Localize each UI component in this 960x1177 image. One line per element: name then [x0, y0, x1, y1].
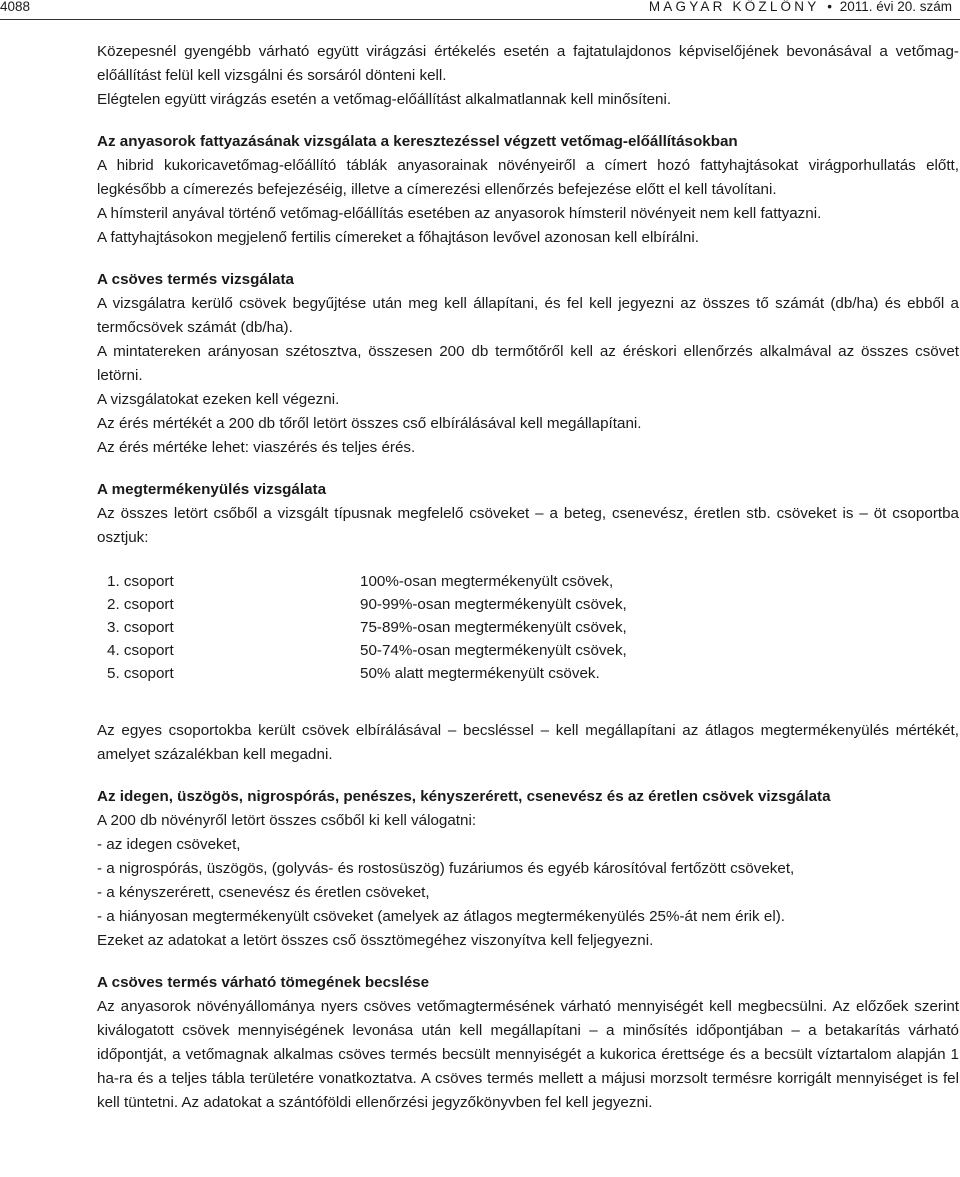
group-name: 2. csoport: [107, 596, 174, 613]
section-paragraph: Az anyasorok növényállománya nyers csöves vetőmagtermésének várható mennyiségét kell megbecsülni. Az előzőek szerint kiválogatott csövek mennyiségének levonása után kell megállapítani – a minősítés időpontjában – a betakarítás várható időpontját, a vetőmagnak alkalmas csöves termés becsült mennyiségét a kukorica érettsége és a becsült víztartalom alapján 1 ha-ra és a teljes tábla területére vonatkoztatva. A csöves termés mellett a májusi morzsolt termésre korrigált mennyiséget is fel kell tüntetni. Az adatokat a szántóföldi ellenőrzési jegyzőkönyvben fel kell jegyezni.: [97, 998, 959, 1111]
section-line: A 200 db növényről letört összes csőből ki kell válogatni:: [97, 812, 477, 829]
section-heading-ear-yield: A csöves termés vizsgálata: [97, 271, 294, 288]
section-heading-foreign-ears: Az idegen, üszögös, nigrospórás, penészes, kényszerérett, csenevész és az éretlen csövek vizsgálata: [97, 788, 831, 805]
section-paragraph: A vizsgálatokat ezeken kell végezni.: [97, 391, 340, 408]
group-row: [107, 616, 959, 639]
section-paragraph: A mintatereken arányosan szétosztva, összesen 200 db termőtőről kell az éréskori ellenőrzés alkalmával az összes csövet letörni.: [97, 343, 959, 384]
section-paragraph: Az összes letört csőből a vizsgált típusnak megfelelő csöveket – a beteg, csenevész, éretlen stb. csöveket is – öt csoportba osztjuk:: [97, 505, 959, 546]
group-description: 50% alatt megtermékenyült csövek.: [360, 665, 600, 682]
section-line: - a kényszerérett, csenevész és éretlen csöveket,: [97, 884, 430, 901]
publication-info: [649, 0, 952, 14]
group-description: 50-74%-osan megtermékenyült csövek,: [360, 642, 627, 659]
page-body: [97, 40, 959, 1115]
section-line: Ezeket az adatokat a letört összes cső össztömegéhez viszonyítva kell feljegyezni.: [97, 932, 654, 949]
group-name: 5. csoport: [107, 665, 174, 682]
header-divider: [0, 19, 960, 20]
group-name: 4. csoport: [107, 642, 174, 659]
section-paragraph: A fattyhajtásokon megjelenő fertilis címereket a főhajtáson levővel azonosan kell elbírálni.: [97, 229, 699, 246]
group-row: [107, 639, 959, 662]
page-number: 4088: [0, 0, 31, 14]
intro-paragraph: Közepesnél gyengébb várható együtt virágzási értékelés esetén a fajtatulajdonos képviselőjének bevonásával a vetőmag-előállítást felül kell vizsgálni és sorsáról dönteni kell.: [97, 43, 959, 84]
section-paragraph: A hímsteril anyával történő vetőmag-előállítás esetében az anyasorok hímsteril növényeit nem kell fattyazni.: [97, 205, 822, 222]
group-description: 90-99%-osan megtermékenyült csövek,: [360, 596, 627, 613]
group-description: 75-89%-osan megtermékenyült csövek,: [360, 619, 627, 636]
group-name: 3. csoport: [107, 619, 174, 636]
intro-paragraph: Elégtelen együtt virágzás esetén a vetőmag-előállítást alkalmatlannak kell minősíteni.: [97, 91, 672, 108]
page-header: [0, 0, 960, 20]
section-heading-detasseling: Az anyasorok fattyazásának vizsgálata a keresztezéssel végzett vetőmag-előállításokban: [97, 133, 738, 150]
group-name: 1. csoport: [107, 573, 174, 590]
issue-label: 2011. évi 20. szám: [839, 0, 952, 14]
bullet-separator: •: [827, 0, 832, 14]
section-paragraph: Az egyes csoportokba került csövek elbírálásával – becsléssel – kell megállapítani az átlagos megtermékenyülés mértékét, amelyet százalékban kell megadni.: [97, 722, 959, 763]
section-line: - a hiányosan megtermékenyült csöveket (amelyek az átlagos megtermékenyülés 25%-át nem érik el).: [97, 908, 785, 925]
section-paragraph: A hibrid kukoricavetőmag-előállító táblák anyasorainak növényeiről a címert hozó fattyhajtásokat virágporhullatás előtt, legkésőbb a címerezés befejezéséig, illetve a címerezési ellenőrzés befejezése előtt el kell távolítani.: [97, 157, 959, 198]
group-row: [107, 593, 959, 616]
publication-title: MAGYAR KÖZLÖNY: [648, 0, 820, 14]
section-line: - a nigrospórás, üszögös, (golyvás- és rostosüszög) fuzáriumos és egyéb károsítóval fertőzött csöveket,: [97, 860, 795, 877]
group-list: [97, 570, 959, 685]
section-paragraph: Az érés mértékét a 200 db tőről letört összes cső elbírálásával kell megállapítani.: [97, 415, 642, 432]
section-paragraph: A vizsgálatra kerülő csövek begyűjtése után meg kell állapítani, és fel kell jegyezni az összes tő számát (db/ha) és ebből a termőcsövek számát (db/ha).: [97, 295, 959, 336]
group-row: [107, 570, 959, 593]
group-row: [107, 662, 959, 685]
group-description: 100%-osan megtermékenyült csövek,: [360, 573, 614, 590]
section-heading-fertilization: A megtermékenyülés vizsgálata: [97, 481, 327, 498]
section-line: - az idegen csöveket,: [97, 836, 241, 853]
section-heading-estimate: A csöves termés várható tömegének becslése: [97, 974, 430, 991]
section-paragraph: Az érés mértéke lehet: viaszérés és teljes érés.: [97, 439, 416, 456]
